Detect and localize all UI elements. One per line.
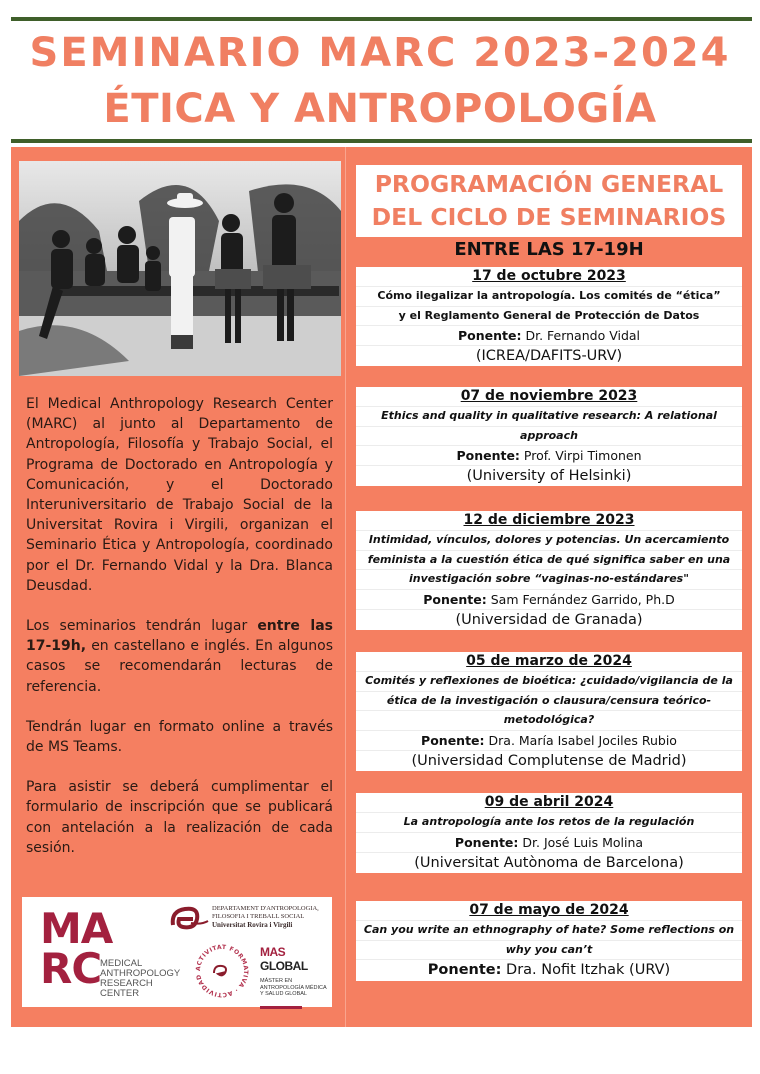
intro-paragraph-organizers: El Medical Anthropology Research Center (MARC) al junto al Departamento de Antropología, Filosofía y Trabajo Social, el Programa de Doctorado en Antropología y Comunicación, y el Doctorado Interuniversitario de Trabajo Social de la Universitat Rovira i Virgili, organizan el Seminario Ética y Antropología, coordinado por el Dr. Fernando Vidal y la Dra. Blanca Deusdad.	[26, 396, 333, 594]
marc-logo	[40, 904, 181, 999]
speaker-label: Ponente:	[457, 328, 522, 343]
session-institution: (ICREA/DAFITS-URV)	[475, 348, 623, 364]
session-date: 09 de abril 2024	[356, 793, 742, 813]
speaker-name: Dra. Nofit Itzhak (URV)	[506, 962, 671, 978]
marc-logo-subtitle	[100, 959, 180, 999]
session-speaker	[356, 590, 742, 610]
session-card	[356, 652, 742, 771]
session-institution: (Universidad Complutense de Madrid)	[411, 752, 687, 769]
mas-global-bar	[260, 1006, 302, 1009]
session-card	[356, 793, 742, 873]
session-card	[356, 387, 742, 486]
historical-photo	[19, 161, 341, 376]
program-hours: ENTRE LAS 17-19H	[454, 239, 644, 260]
session-topic: ética de la investigación o clausura/censura teórico-	[356, 692, 742, 712]
bottom-rule	[11, 139, 752, 143]
session-date: 12 de diciembre 2023	[356, 511, 742, 531]
urv-line: FILOSOFIA I TREBALL SOCIAL	[212, 913, 305, 920]
seal-ring-text: ACTIVITAT FORMATIVA · ACTIVIDAD	[194, 943, 250, 999]
intro-paragraph-format: Tendrán lugar en formato online a través de MS Teams.	[26, 718, 333, 756]
speaker-name: Dr. José Luis Molina	[522, 834, 644, 850]
mas-global-title	[260, 945, 330, 973]
page-title: SEMINARIO MARC 2023-2024	[29, 30, 731, 76]
activitat-formativa-seal	[192, 941, 252, 1001]
session-topic: y el Reglamento General de Protección de Datos	[356, 307, 742, 327]
session-topic: feminista a la cuestión ética de qué significa saber en una	[356, 551, 742, 571]
session-card	[356, 901, 742, 981]
marc-sub-line: MEDICAL	[100, 958, 143, 969]
session-speaker	[356, 960, 742, 981]
session-topic: metodológica?	[356, 711, 742, 731]
session-card	[356, 511, 742, 630]
intro-paragraph-schedule	[26, 616, 333, 697]
session-topic: Ethics and quality in qualitative research: A relational	[356, 407, 742, 427]
marc-letters-bottom: RC	[40, 944, 102, 993]
content-panel	[11, 147, 752, 1027]
session-institution: (Universitat Autònoma de Barcelona)	[414, 854, 684, 871]
session-speaker	[356, 446, 742, 466]
session-date: 05 de marzo de 2024	[356, 652, 742, 672]
session-topic: Can you write an ethnography of hate? Some reflections on	[356, 921, 742, 941]
speaker-name: Sam Fernández Garrido, Ph.D	[490, 591, 675, 607]
marc-sub-line: ANTHROPOLOGY	[100, 968, 181, 979]
speaker-label: Ponente:	[427, 962, 502, 978]
session-topic: Cómo ilegalizar la antropología. Los comités de “ética”	[356, 287, 742, 307]
session-date: 17 de octubre 2023	[356, 267, 742, 287]
session-topic: La antropología ante los retos de la regulación	[356, 813, 742, 833]
program-heading	[356, 165, 742, 237]
session-date: 07 de mayo de 2024	[356, 901, 742, 921]
mas-sub-line: ANTROPOLOGÍA MÉDICA	[260, 984, 327, 991]
speaker-name: Dr. Fernando Vidal	[525, 328, 641, 343]
marc-sub-line: CENTER	[100, 988, 140, 999]
mas-sub-line: Y SALUD GLOBAL	[260, 991, 307, 997]
global-word: GLOBAL	[260, 959, 308, 973]
marc-sub-line: RESEARCH	[100, 978, 153, 989]
program-title-line: DEL CICLO DE SEMINARIOS	[371, 203, 727, 231]
svg-text:ACTIVITAT FORMATIVA · ACTIVIDA	[192, 941, 249, 998]
session-topic: Intimidad, vínculos, dolores y potencias. Un acercamiento	[356, 531, 742, 551]
mas-word: MAS	[260, 945, 286, 959]
session-card	[356, 267, 742, 366]
session-topic: why you can’t	[356, 941, 742, 961]
mas-global-logo	[260, 945, 330, 1005]
speaker-name: Prof. Virpi Timonen	[523, 448, 642, 463]
schedule-text-end: en castellano e inglés. En algunos casos se recomendarán lecturas de referencia.	[26, 638, 333, 695]
session-speaker	[356, 731, 742, 751]
session-topic: approach	[356, 427, 742, 447]
speaker-label: Ponente:	[454, 834, 519, 850]
speaker-label: Ponente:	[456, 448, 520, 463]
column-divider	[345, 147, 346, 1027]
speaker-label: Ponente:	[421, 732, 485, 748]
mas-sub-line: MÁSTER EN	[260, 978, 293, 984]
speaker-label: Ponente:	[423, 591, 487, 607]
sponsor-logos	[22, 897, 332, 1007]
program-title-line: PROGRAMACIÓN GENERAL	[374, 170, 724, 198]
urv-line: Universitat Rovira i Virgili	[212, 921, 293, 929]
session-topic: Comités y reflexiones de bioética: ¿cuidado/vigilancia de la	[356, 672, 742, 692]
marc-letters-top: MA	[40, 904, 113, 953]
session-date: 07 de noviembre 2023	[356, 387, 742, 407]
session-topic: investigación sobre “vaginas-no-estándares"	[356, 570, 742, 590]
page-subtitle: ÉTICA Y ANTROPOLOGÍA	[103, 86, 657, 132]
intro-paragraph-registration: Para asistir se deberá cumplimentar el formulario de inscripción que se publicará con antelación a la realización de cada sesión.	[26, 779, 333, 856]
session-speaker	[356, 326, 742, 346]
speaker-name: Dra. María Isabel Jociles Rubio	[488, 732, 677, 748]
mas-global-subtitle	[260, 978, 330, 998]
schedule-text-start: Los seminarios tendrán lugar	[26, 618, 258, 635]
session-institution: (University of Helsinki)	[466, 468, 632, 484]
intro-text	[26, 394, 333, 878]
session-speaker	[356, 833, 742, 853]
urv-department-logo	[169, 903, 329, 935]
schedule-hours-bold: entre las 17-19h,	[26, 618, 333, 655]
top-rule	[11, 17, 752, 21]
urv-department-text	[212, 905, 319, 929]
urv-emblem-icon	[169, 905, 209, 931]
session-institution: (Universidad de Granada)	[455, 611, 643, 628]
urv-line: DEPARTAMENT D'ANTROPOLOGIA,	[212, 905, 319, 912]
